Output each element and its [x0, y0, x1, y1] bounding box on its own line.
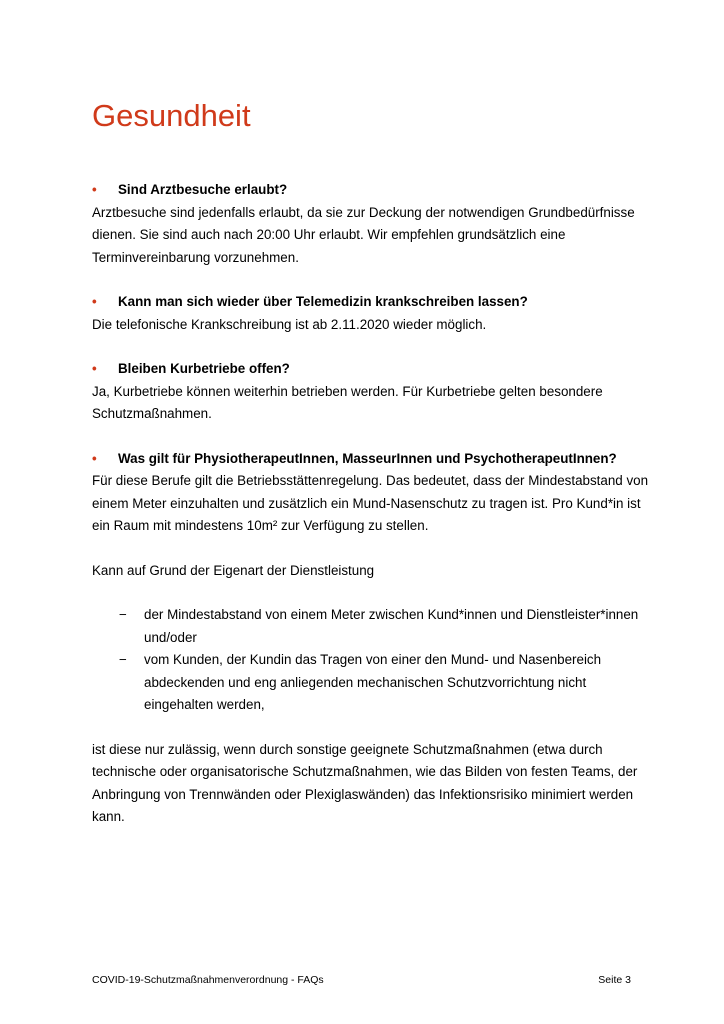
faq-question [92, 448, 652, 471]
faq-item [92, 448, 652, 538]
faq-question-text: Bleiben Kurbetriebe offen? [118, 361, 290, 376]
page-content [92, 179, 652, 829]
bullet-icon: • [92, 450, 97, 466]
page-title: Gesundheit [92, 98, 251, 133]
bullet-icon: • [92, 361, 97, 376]
faq-item [92, 358, 652, 426]
exception-conclusion: ist diese nur zulässig, wenn durch sonstige geeignete Schutzmaßnahmen (etwa durch technische oder organisatorische Schutzmaßnahmen, wie das Bilden von festen Teams, der Anbringung von Trennwänden oder Plexiglaswänden) das Infektionsrisiko minimiert werden kann. [92, 741, 638, 824]
bullet-icon: • [92, 294, 97, 309]
list-item [92, 604, 652, 649]
faq-question-text: Sind Arztbesuche erlaubt? [118, 182, 288, 197]
faq-question [92, 179, 652, 202]
footer-page-number: Seite 3 [598, 974, 631, 986]
list-item [92, 649, 652, 717]
dash-icon: − [119, 652, 127, 667]
faq-question-text: Was gilt für PhysiotherapeutInnen, MasseurInnen und PsychotherapeutInnen? [118, 450, 617, 466]
exception-intro: Kann auf Grund der Eigenart der Dienstleistung [92, 562, 375, 578]
faq-question [92, 358, 652, 381]
exception-list [92, 604, 652, 717]
faq-answer: Ja, Kurbetriebe können weiterhin betrieben werden. Für Kurbetriebe gelten besondere Schutzmaßnahmen. [92, 383, 603, 421]
bullet-icon: • [92, 182, 97, 197]
list-item-text: vom Kunden, der Kundin das Tragen von einer den Mund- und Nasenbereich abdeckenden und eng anliegenden mechanischen Schutzvorrichtung nicht eingehalten werden, [144, 652, 602, 712]
faq-question [92, 291, 652, 314]
faq-answer: Für diese Berufe gilt die Betriebsstättenregelung. Das bedeutet, dass der Mindestabstand von einem Meter einzuhalten und zusätzlich ein Mund-Nasenschutz zu tragen ist. Pro Kund*in ist ein Raum mit mindestens 10m² zur Verfügung zu stellen. [92, 473, 649, 533]
faq-answer: Die telefonische Krankschreibung ist ab 2.11.2020 wieder möglich. [92, 316, 487, 332]
footer-document-title: COVID-19-Schutzmaßnahmenverordnung - FAQs [92, 974, 324, 986]
faq-question-text: Kann man sich wieder über Telemedizin krankschreiben lassen? [118, 294, 528, 309]
list-item-text: der Mindestabstand von einem Meter zwischen Kund*innen und Dienstleister*innen und/oder [144, 607, 639, 645]
faq-answer: Arztbesuche sind jedenfalls erlaubt, da sie zur Deckung der notwendigen Grundbedürfnisse dienen. Sie sind auch nach 20:00 Uhr erlaubt. Wir empfehlen grundsätzlich eine Terminvereinbarung vorzunehmen. [92, 204, 635, 265]
page-footer [92, 973, 631, 987]
faq-item [92, 179, 652, 269]
dash-icon: − [119, 607, 127, 622]
faq-item [92, 291, 652, 336]
